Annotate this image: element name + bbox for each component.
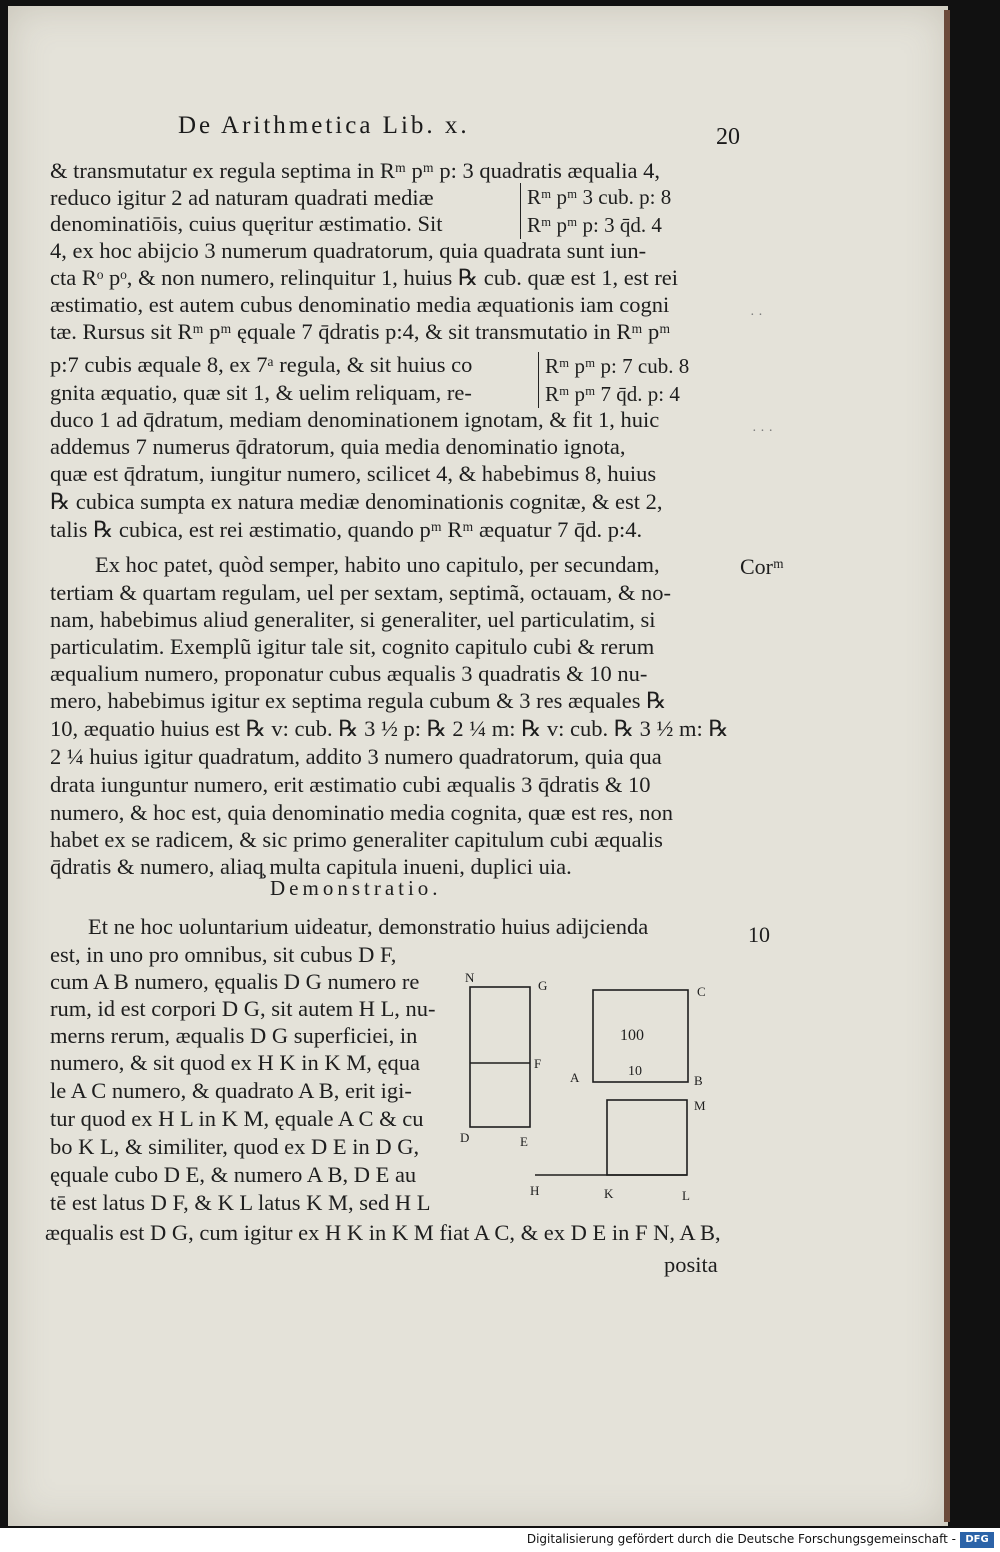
equation-row: Rᵐ pᵐ p: 3 q̄d. 4 bbox=[527, 213, 662, 237]
fig-label-l: L bbox=[682, 1188, 690, 1203]
square-hm bbox=[607, 1100, 687, 1175]
body-line: 10, æquatio huius est ℞ v: cub. ℞ 3 ½ p: ℞ 2 ¼ m: ℞ v: cub. ℞ 3 ½ m: ℞ bbox=[50, 716, 729, 741]
body-line: 2 ¼ huius igitur quadratum, addito 3 numero quadratorum, quia qua bbox=[50, 744, 662, 769]
body-line: Ex hoc patet, quòd semper, habito uno capitulo, per secundam, bbox=[95, 552, 660, 577]
body-line: gnita æquatio, quæ sit 1, & uelim reliquam, re- bbox=[50, 380, 472, 405]
fig-label-d: D bbox=[460, 1130, 470, 1145]
body-line: 4, ex hoc abijcio 3 numerum quadratorum, quia quadrata sunt iun- bbox=[50, 238, 647, 263]
body-line: numero, & hoc est, quia denominatio media cognita, quæ est res, non bbox=[50, 800, 673, 825]
body-line: nam, habebimus aliud generaliter, si generaliter, uel particulatim, si bbox=[50, 607, 656, 632]
margin-smudge: · · · bbox=[752, 424, 773, 439]
body-line: æstimatio, est autem cubus denominatio media æquationis iam cogni bbox=[50, 292, 670, 317]
demo-line: est, in uno pro omnibus, sit cubus D F, bbox=[50, 942, 397, 967]
demo-line: æqualis est D G, cum igitur ex H K in K M fiat A C, & ex D E in F N, A B, bbox=[45, 1220, 721, 1245]
margin-smudge: · · bbox=[750, 308, 763, 323]
equation-row: Rᵐ pᵐ 7 q̄d. p: 4 bbox=[545, 382, 680, 406]
page-number: 20 bbox=[716, 124, 740, 150]
fig-label-c: C bbox=[697, 984, 706, 999]
body-line: denominatiōis, cuius quęritur æstimatio. Sit bbox=[50, 211, 443, 236]
demo-line: numero, & sit quod ex H K in K M, ęqua bbox=[50, 1050, 420, 1075]
square-value: 100 bbox=[620, 1027, 644, 1044]
geometry-figure bbox=[455, 965, 725, 1205]
fig-label-h: H bbox=[530, 1183, 540, 1198]
fig-label-m: M bbox=[694, 1098, 706, 1113]
body-line: habet ex se radicem, & sic primo generaliter capitulum cubi æqualis bbox=[50, 827, 663, 852]
marginal-corollary: Corᵐ bbox=[740, 554, 784, 579]
body-line: ℞ cubica sumpta ex natura mediæ denominationis cognitæ, & est 2, bbox=[50, 489, 663, 514]
body-line: particulatim. Exemplũ igitur tale sit, cognito capitulo cubi & rerum bbox=[50, 634, 655, 659]
body-line: & transmutatur ex regula septima in Rᵐ pᵐ p: 3 quadratis æqualia 4, bbox=[50, 158, 660, 183]
equation-row: Rᵐ pᵐ 3 cub. p: 8 bbox=[527, 185, 672, 209]
demo-line: ęquale cubo D E, & numero A B, D E au bbox=[50, 1162, 417, 1187]
footer-credit: Digitalisierung gefördert durch die Deutsche Forschungsgemeinschaft - bbox=[526, 1532, 956, 1546]
body-line: æqualium numero, proponatur cubus æqualis 3 quadratis & 10 nu- bbox=[50, 661, 648, 686]
demo-line: rum, id est corpori D G, sit autem H L, nu- bbox=[50, 996, 436, 1021]
body-line: drata iunguntur numero, erit æstimatio cubi æqualis 3 q̄dratis & 10 bbox=[50, 772, 651, 797]
demo-line: merns rerum, æqualis D G superficiei, in bbox=[50, 1023, 418, 1048]
section-heading: Demonstratio. bbox=[270, 876, 442, 900]
body-line: cta Rᵒ pᵒ, & non numero, relinquitur 1, huius ℞ cub. quæ est 1, est rei bbox=[50, 265, 679, 290]
demo-line: posita bbox=[664, 1252, 718, 1277]
demo-line: bo K L, & similiter, quod ex D E in D G, bbox=[50, 1134, 420, 1159]
fig-label-b: B bbox=[694, 1073, 703, 1088]
fig-label-a: A bbox=[570, 1070, 580, 1085]
demo-line: cum A B numero, ęqualis D G numero re bbox=[50, 969, 420, 994]
demo-line: tur quod ex H L in K M, ęquale A C & cu bbox=[50, 1106, 424, 1131]
body-line: duco 1 ad q̄dratum, mediam denominationem ignotam, & fit 1, huic bbox=[50, 407, 660, 432]
body-line: tertiam & quartam regulam, uel per sextam, septimã, octauam, & no- bbox=[50, 580, 672, 605]
rect-nd bbox=[470, 987, 530, 1127]
demo-line: Et ne hoc uoluntarium uideatur, demonstratio huius adijcienda bbox=[88, 914, 649, 939]
demo-line: le A C numero, & quadrato A B, erit igi- bbox=[50, 1078, 412, 1103]
fig-label-n: N bbox=[465, 970, 475, 985]
body-line: tæ. Rursus sit Rᵐ pᵐ ęquale 7 q̄dratis p:4, & sit transmutatio in Rᵐ pᵐ bbox=[50, 319, 671, 344]
fig-label-e: E bbox=[520, 1134, 528, 1149]
running-head: De Arithmetica Lib. x. bbox=[178, 112, 470, 139]
side-value: 10 bbox=[628, 1064, 642, 1079]
page-edge bbox=[944, 10, 950, 1522]
fig-label-g: G bbox=[538, 978, 548, 993]
body-line: reduco igitur 2 ad naturam quadrati mediæ bbox=[50, 185, 434, 210]
dfg-logo: DFG bbox=[960, 1532, 994, 1548]
footer-bar bbox=[0, 1528, 1000, 1552]
body-line: p:7 cubis æquale 8, ex 7ᵃ regula, & sit huius co bbox=[50, 352, 473, 377]
marginal-number: 10 bbox=[748, 922, 770, 947]
body-line: quæ est q̄dratum, iungitur numero, scilicet 4, & habebimus 8, huius bbox=[50, 461, 657, 486]
equation-row: Rᵐ pᵐ p: 7 cub. 8 bbox=[545, 354, 690, 378]
equation-bracket bbox=[538, 352, 689, 408]
fig-label-k: K bbox=[604, 1186, 614, 1201]
body-line: addemus 7 numerus q̄dratorum, quia media denominatio ignota, bbox=[50, 434, 626, 459]
equation-bracket bbox=[520, 183, 671, 239]
fig-label-f: F bbox=[534, 1056, 542, 1071]
demo-line: tē est latus D F, & K L latus K M, sed H L bbox=[50, 1190, 431, 1215]
body-line: mero, habebimus igitur ex septima regula cubum & 3 res æquales ℞ bbox=[50, 688, 667, 713]
body-line: q̄dratis & numero, aliaq̧ multa capitula inueni, duplici uia. bbox=[50, 854, 572, 879]
body-line: talis ℞ cubica, est rei æstimatio, quando pᵐ Rᵐ æquatur 7 q̄d. p:4. bbox=[50, 517, 643, 542]
